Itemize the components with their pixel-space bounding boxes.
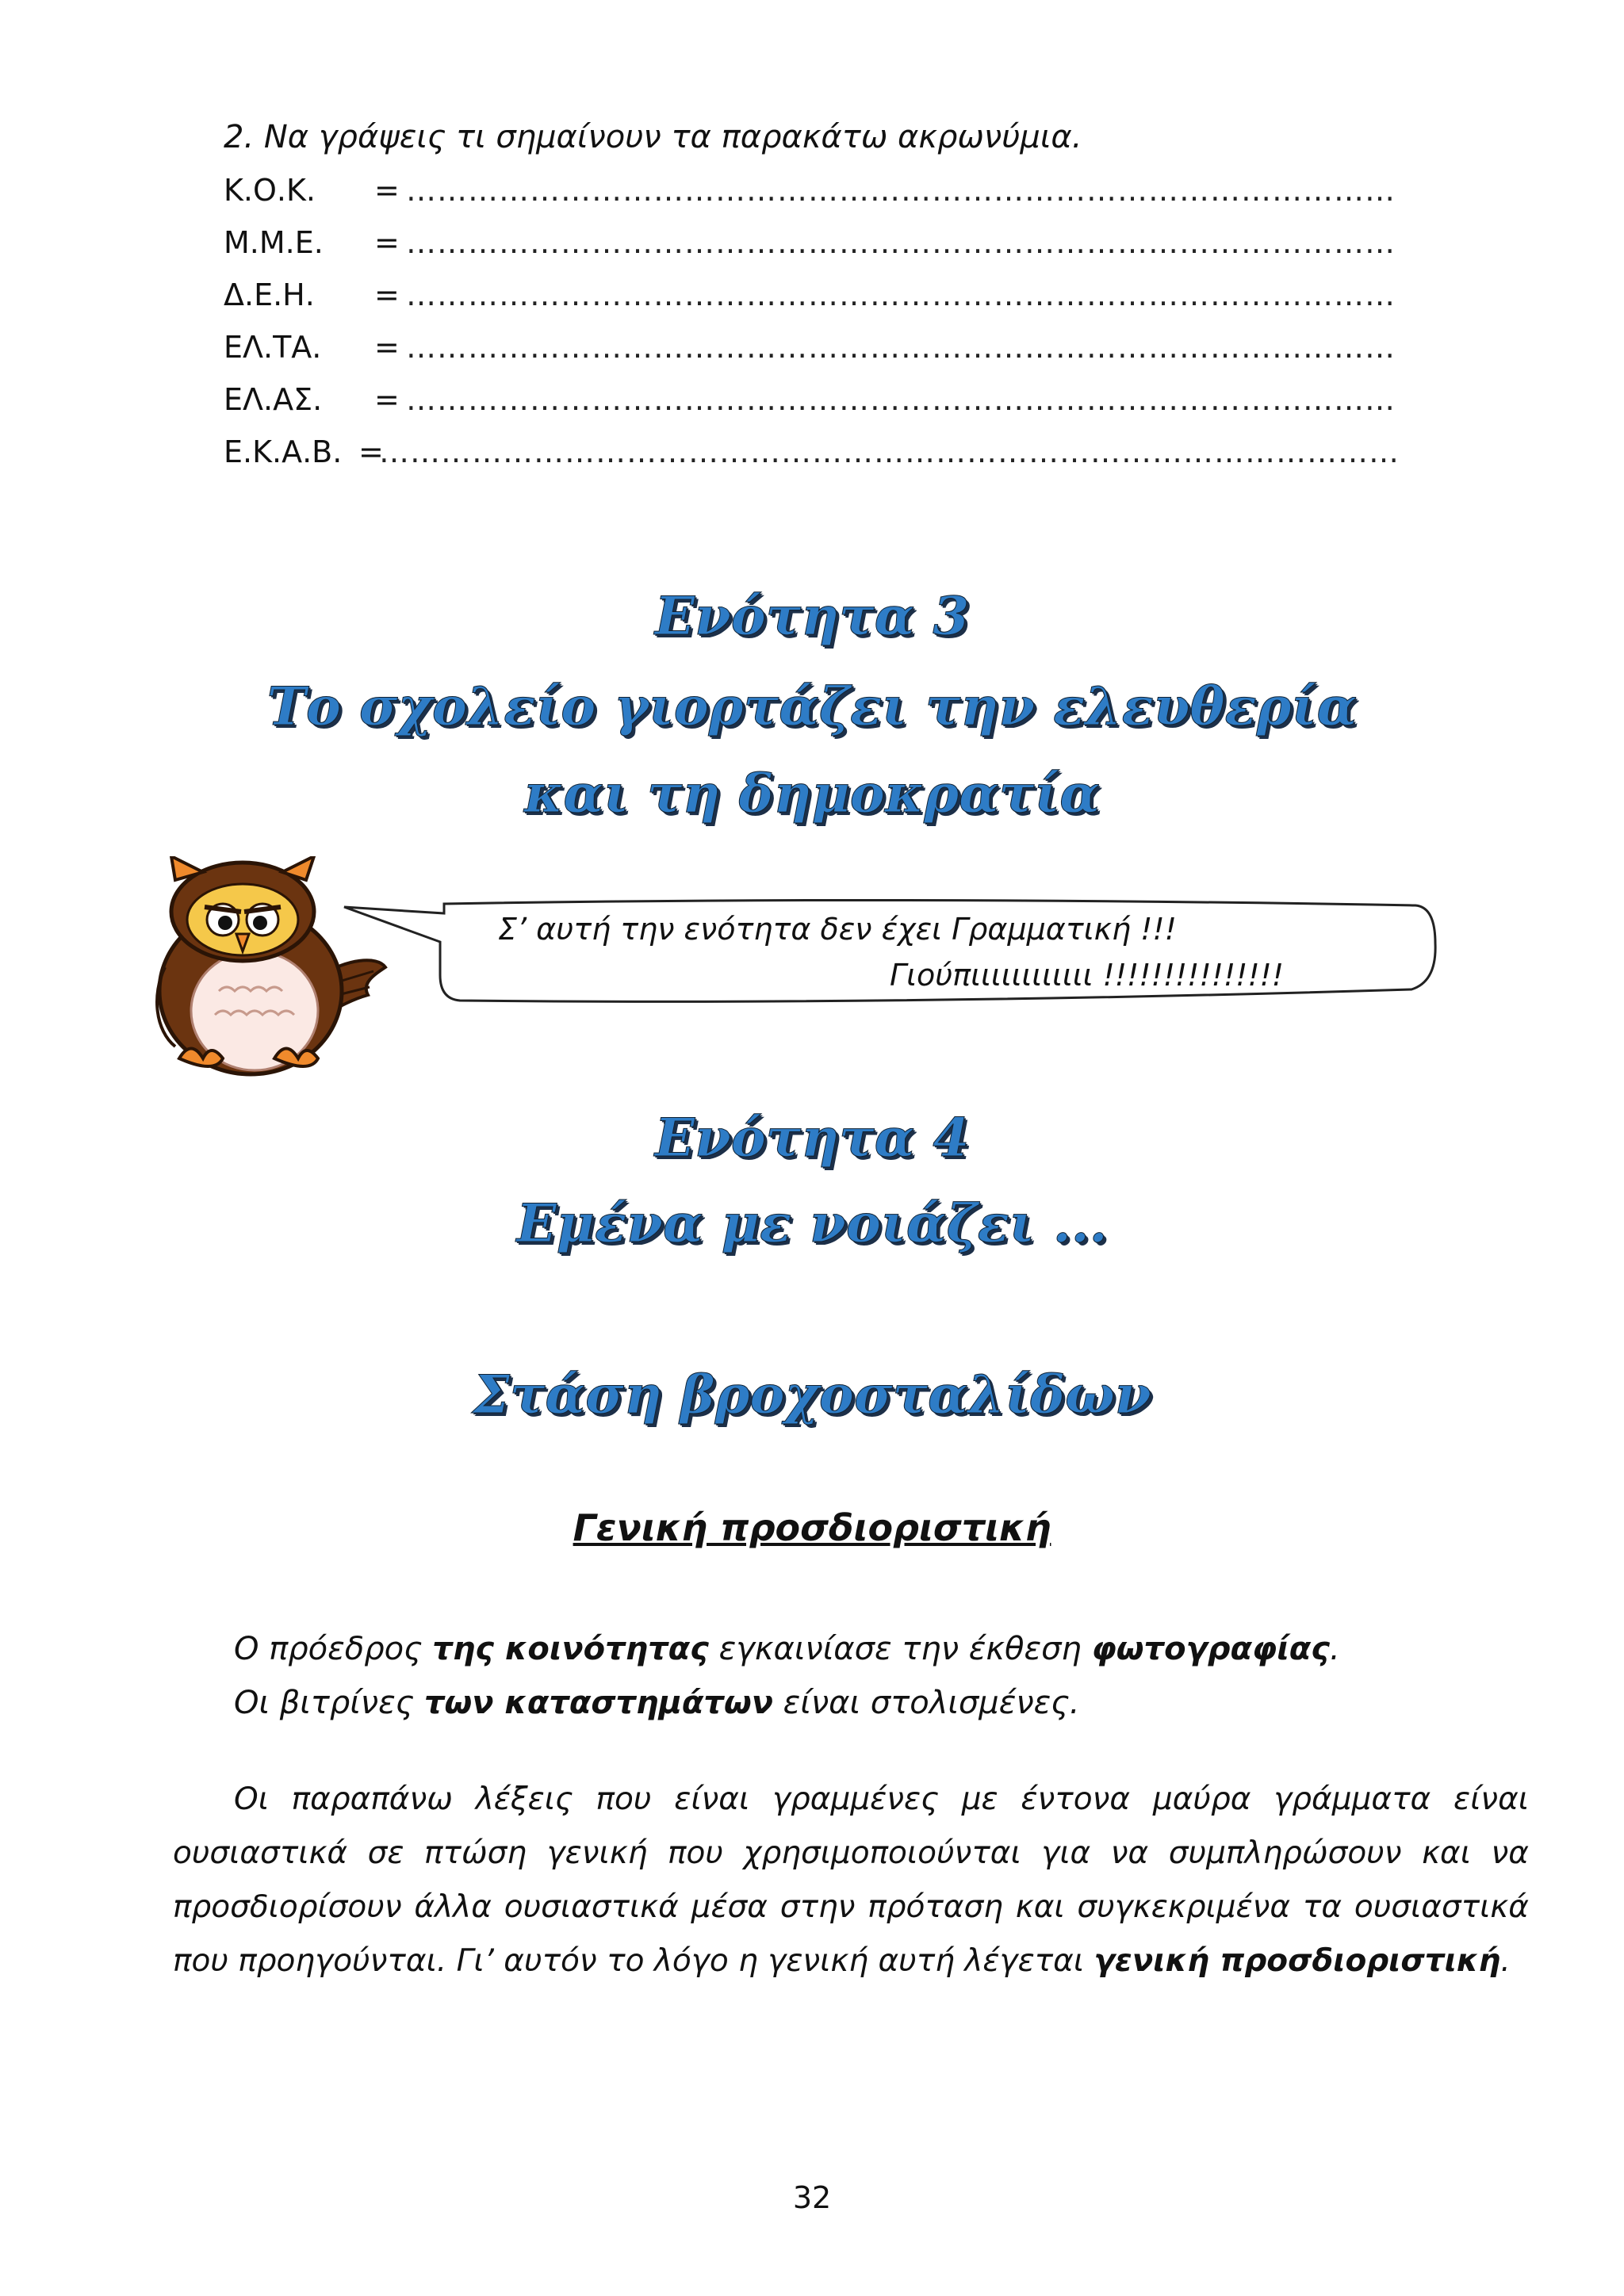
equals-sign: = <box>374 277 400 312</box>
answer-blank[interactable]: …………………………………………………………………………………… <box>406 330 1396 365</box>
explanation-paragraph <box>173 1773 1529 1988</box>
equals-sign: = <box>374 330 400 365</box>
unit4-heading: Ενότητα 4 <box>654 1107 970 1169</box>
acronym-key: Ε.Κ.Α.Β. <box>224 434 343 469</box>
equals-sign: = <box>374 382 400 417</box>
bold-term: γενική προσδιοριστική <box>1094 1943 1501 1979</box>
unit3-title-line2: και τη δημοκρατία <box>523 763 1101 825</box>
acronym-row <box>224 330 1396 365</box>
example-sentence-2 <box>234 1676 1079 1730</box>
page-number: 32 <box>792 2180 832 2215</box>
acronym-key: ΕΛ.ΑΣ. <box>224 382 323 417</box>
equals-sign: = <box>374 225 400 260</box>
answer-blank[interactable]: …………………………………………………………………………………… <box>406 277 1396 312</box>
equals-sign: = <box>374 173 400 208</box>
example-text: εγκαινίασε την έκθεση <box>708 1631 1092 1667</box>
acronym-row <box>224 277 1396 312</box>
unit3-title-line1: Το σχολείο γιορτάζει την ελευθερία <box>266 675 1358 737</box>
section-title: Στάση βροχοσταλίδων <box>473 1364 1151 1425</box>
example-text: . <box>1330 1631 1340 1667</box>
acronym-row <box>224 434 1400 469</box>
acronym-row <box>224 382 1396 417</box>
explanation-end: . <box>1500 1943 1511 1979</box>
bubble-text-line1: Σ’ αυτή την ενότητα δεν έχει Γραμματική !!! <box>498 912 1177 947</box>
acronym-row <box>224 173 1396 208</box>
bold-genitive: φωτογραφίας <box>1091 1631 1330 1667</box>
speech-bubble <box>341 888 1451 1015</box>
bold-genitive: των καταστημάτων <box>423 1685 773 1721</box>
equals-sign: = <box>358 434 384 469</box>
example-text: Οι βιτρίνες <box>234 1685 424 1721</box>
acronym-key: Δ.Ε.Η. <box>224 277 315 312</box>
example-sentence-1 <box>234 1622 1340 1676</box>
answer-blank[interactable]: …………………………………………………………………………………… <box>406 382 1396 417</box>
section-subtitle: Γενική προσδιοριστική <box>573 1506 1051 1549</box>
answer-blank[interactable]: …………………………………………………………………………………… <box>406 173 1396 208</box>
answer-blank[interactable]: ……………………………………………………………………………………… <box>379 434 1400 469</box>
acronym-key: Μ.Μ.Ε. <box>224 225 324 260</box>
acronym-row <box>224 225 1396 260</box>
unit3-heading: Ενότητα 3 <box>654 585 970 647</box>
example-text: Ο πρόεδρος <box>234 1631 433 1667</box>
answer-blank[interactable]: …………………………………………………………………………………… <box>406 225 1396 260</box>
unit4-title: Εμένα με νοιάζει ... <box>516 1192 1108 1254</box>
exercise-title: 2. Να γράψεις τι σημαίνουν τα παρακάτω ακρωνύμια. <box>224 119 1082 155</box>
acronym-key: ΕΛ.ΤΑ. <box>224 330 322 365</box>
bold-genitive: της κοινότητας <box>432 1631 709 1667</box>
example-text: είναι στολισμένες. <box>772 1685 1080 1721</box>
acronym-key: Κ.Ο.Κ. <box>224 173 316 208</box>
explanation-text: Οι παραπάνω λέξεις που είναι γραμμένες με έντονα μαύρα γράμματα είναι ουσιαστικά σε πτώση γενική που χρησιμοποιούνται για να συμπληρώσουν και να προσδιορίσουν άλλα ουσιαστικά μέσα στην πρόταση και συγκεκριμένα τα ουσιαστικά που προηγούνται. Γι’ αυτόν το λόγο η γενική αυτή λέγεται <box>173 1781 1529 1979</box>
bubble-text-line2: Γιούπιιιιιιιιιιιι !!!!!!!!!!!!!!! <box>890 958 1285 993</box>
